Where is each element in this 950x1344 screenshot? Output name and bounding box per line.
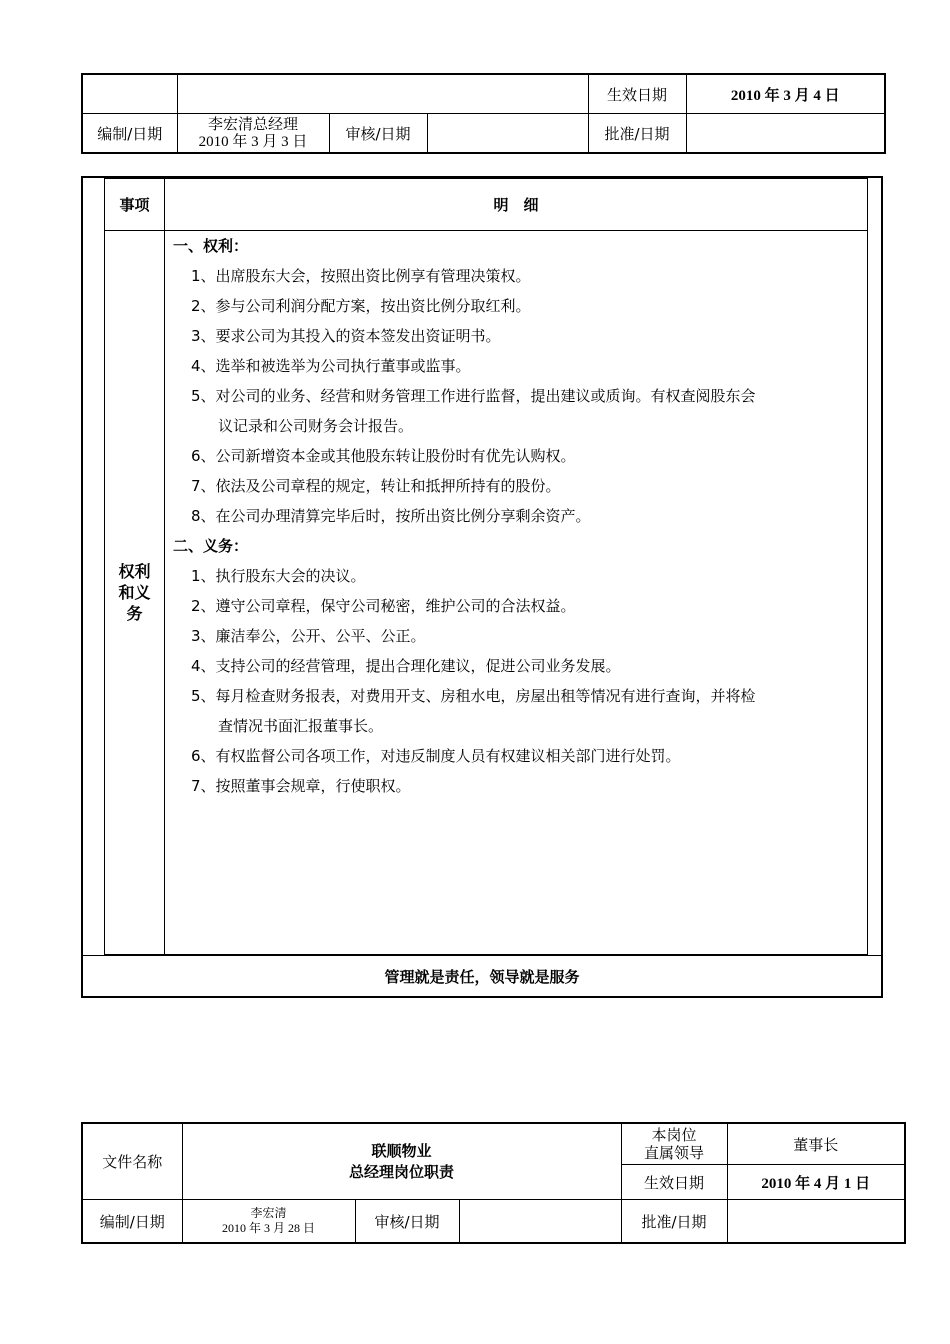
duties-item: 3、廉洁奉公，公开、公平、公正。	[191, 627, 426, 645]
rights-item: 7、依法及公司章程的规定，转让和抵押所持有的股份。	[191, 477, 561, 495]
row-label-line: 权利	[118, 562, 151, 581]
detail-cell	[165, 231, 868, 955]
compiler-name: 李宏清	[250, 1206, 287, 1220]
document-title: 总经理岗位职责	[349, 1162, 455, 1181]
duties-item-continued: 查情况书面汇报董事长。	[218, 717, 384, 735]
header-table	[81, 73, 886, 154]
row-label-line: 和义	[118, 583, 151, 602]
effective-date-value: 2010 年 4 月 1 日	[727, 1165, 905, 1200]
header-blank-wide-cell	[177, 74, 588, 114]
rights-item: 8、在公司办理清算完毕后时，按所出资比例分享剩余资产。	[191, 507, 591, 525]
rights-item-continued: 议记录和公司财务会计报告。	[218, 417, 414, 435]
review-date-value	[427, 114, 588, 154]
row-label-rights-duties	[105, 231, 165, 955]
superior-label	[621, 1123, 727, 1165]
rights-item: 3、要求公司为其投入的资本签发出资证明书。	[191, 327, 501, 345]
compile-date-label: 编制/日期	[82, 1200, 182, 1244]
rights-item: 4、选举和被选举为公司执行董事或监事。	[191, 357, 471, 375]
superior-label-line: 本岗位	[651, 1126, 697, 1144]
row-label-line: 务	[126, 604, 143, 623]
footer-table	[81, 1122, 906, 1244]
review-date-value	[459, 1200, 621, 1244]
review-date-label: 审核/日期	[355, 1200, 459, 1244]
rights-item: 5、对公司的业务、经营和财务管理工作进行监督，提出建议或质询。有权查阅股东会	[191, 387, 756, 405]
effective-date-label: 生效日期	[588, 74, 686, 114]
compiler-cell	[177, 114, 329, 154]
superior-label-line: 直属领导	[644, 1144, 705, 1162]
approve-date-value	[686, 114, 885, 154]
duties-item: 4、支持公司的经营管理，提出合理化建议，促进公司业务发展。	[191, 657, 621, 675]
approve-date-label: 批准/日期	[621, 1200, 727, 1244]
duties-item: 2、遵守公司章程，保守公司秘密，维护公司的合法权益。	[191, 597, 576, 615]
column-header-item: 事项	[105, 179, 165, 231]
effective-date-value: 2010 年 3 月 4 日	[686, 74, 885, 114]
compile-date-label: 编制/日期	[82, 114, 177, 154]
header-blank-cell	[82, 74, 177, 114]
file-name-label: 文件名称	[82, 1123, 182, 1200]
review-date-label: 审核/日期	[329, 114, 427, 154]
document-title-cell	[182, 1123, 621, 1200]
rights-title: 一、权利：	[173, 237, 249, 255]
approve-date-label: 批准/日期	[588, 114, 686, 154]
duties-item: 5、每月检查财务报表，对费用开支、房租水电，房屋出租等情况有进行查询，并将检	[191, 687, 756, 705]
responsibility-table	[104, 178, 868, 955]
column-header-detail: 明 细	[165, 179, 868, 231]
duties-item: 6、有权监督公司各项工作，对违反制度人员有权建议相关部门进行处罚。	[191, 747, 681, 765]
rights-item: 2、参与公司利润分配方案，按出资比例分取红利。	[191, 297, 531, 315]
motto: 管理就是责任，领导就是服务	[83, 955, 881, 999]
duties-item: 1、执行股东大会的决议。	[191, 567, 366, 585]
compiler-cell	[182, 1200, 355, 1244]
company-name: 联顺物业	[371, 1141, 432, 1160]
approve-date-value	[727, 1200, 905, 1244]
compile-date: 2010 年 3 月 3 日	[198, 134, 308, 150]
duties-title: 二、义务：	[173, 537, 249, 555]
effective-date-label: 生效日期	[621, 1165, 727, 1200]
compiler-name: 李宏清总经理	[207, 115, 298, 133]
rights-item: 6、公司新增资本金或其他股东转让股份时有优先认购权。	[191, 447, 576, 465]
duties-item: 7、按照董事会规章，行使职权。	[191, 777, 411, 795]
superior-value: 董事长	[727, 1123, 905, 1165]
responsibility-box	[81, 176, 883, 998]
compile-date: 2010 年 3 月 28 日	[221, 1221, 315, 1235]
rights-item: 1、出席股东大会，按照出资比例享有管理决策权。	[191, 267, 531, 285]
